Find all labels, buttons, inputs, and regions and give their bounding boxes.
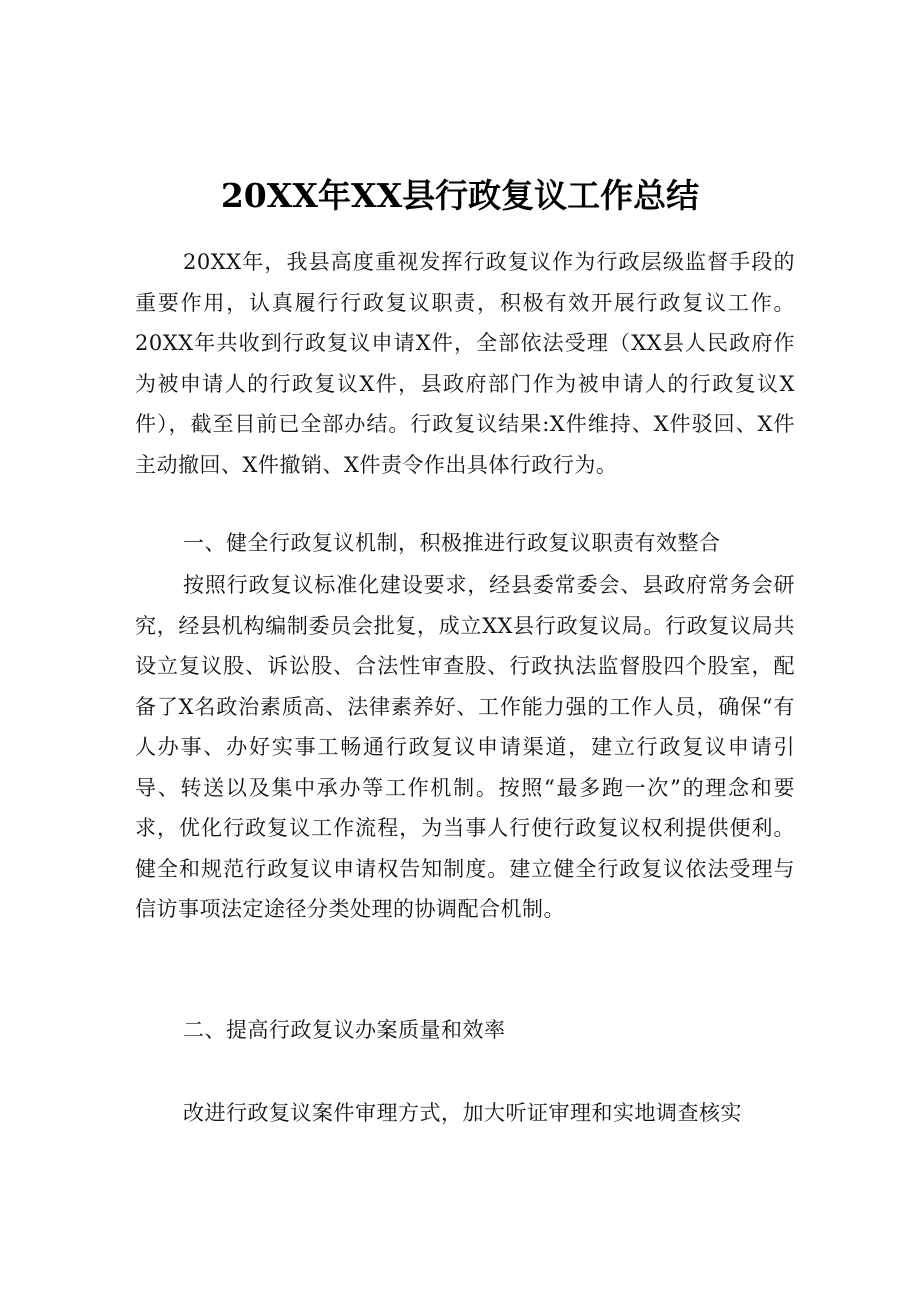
section-2-paragraph: 改进行政复议案件审理方式，加大听证审理和实地调查核实 xyxy=(183,1101,742,1125)
section-heading-1: 一、健全行政复议机制，积极推进行政复议职责有效整合 xyxy=(183,531,721,555)
intro-paragraph: 20XX年，我县高度重视发挥行政复议作为行政层级监督手段的重要作用，认真履行行政复议职责，积极有效开展行政复议工作。20XX年共收到行政复议申请X件，全部依法受理（XX县人民政府作为被申请人的行政复议X件，县政府部门作为被申请人的行政复议X件），截至目前已全部办结。行政复议结果:X件维持、X件驳回、X件主动撤回、X件撤销、X件责令作出具体行政行为。 xyxy=(135,250,795,477)
section-1-paragraph: 按照行政复议标准化建设要求，经县委常委会、县政府常务会研究，经县机构编制委员会批复，成立XX县行政复议局。行政复议局共设立复议股、诉讼股、合法性审查股、行政执法监督股四个股室，配备了X名政治素质高、法律素养好、工作能力强的工作人员，确保“有人办事、办好实事工畅通行政复议申请渠道，建立行政复议申请引导、转送以及集中承办等工作机制。按照“最多跑一次”的理念和要求，优化行政复议工作流程，为当事人行使行政复议权利提供便利。健全和规范行政复议申请权告知制度。建立健全行政复议依法受理与信访事项法定途径分类处理的协调配合机制。 xyxy=(135,573,795,921)
document-title: 20XX年XX县行政复议工作总结 xyxy=(220,176,700,215)
section-heading-2: 二、提高行政复议办案质量和效率 xyxy=(183,1018,506,1042)
